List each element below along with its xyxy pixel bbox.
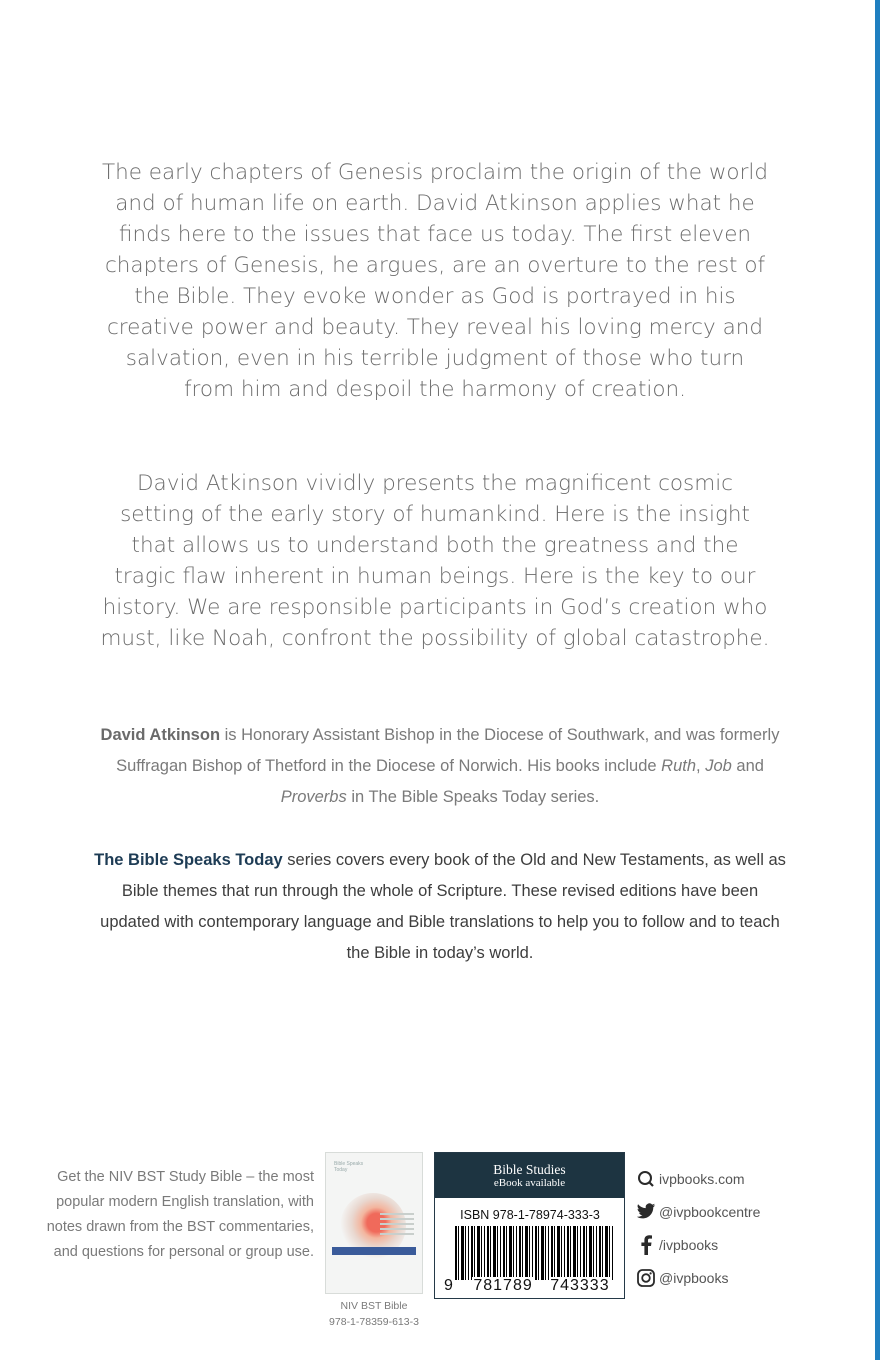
twitter-link[interactable]	[636, 1195, 760, 1228]
book-title-job: Job	[705, 757, 732, 775]
instagram-label: @ivpbooks	[659, 1269, 729, 1286]
barcode	[455, 1226, 615, 1280]
ebook-available-label: eBook available	[493, 1177, 566, 1189]
blurb-paragraph-2: David Atkinson vividly presents the magnificent cosmic setting of the early story of humankind. Here is the insight that allows us to understand both the greatness and the tragic flaw inherent in human beings. Here is the key to our history. We are responsible participants in God’s creation who must, like Noah, confront the possibility of global catastrophe.	[100, 471, 770, 651]
website-link[interactable]	[636, 1162, 760, 1195]
author-bio-sep-1: ,	[696, 757, 706, 775]
publisher-links	[636, 1162, 760, 1294]
blurb-paragraph-1: The early chapters of Genesis proclaim the origin of the world and of human life on earth. David Atkinson applies what he finds here to the issues that face us today. The first eleven chapters of Genesis, he argues, are an overture to the rest of the Bible. They evoke wonder as God is portrayed in his creative power and beauty. They reveal his loving mercy and salvation, even in his terrible judgment of those who turn from him and despoil the harmony of creation.	[101, 160, 769, 402]
thumbnail-cover-band	[332, 1247, 416, 1255]
barcode-digits-left: 781789	[473, 1277, 533, 1294]
study-bible-caption-isbn: 978-1-78359-613-3	[329, 1316, 419, 1328]
barcode-digits	[443, 1277, 621, 1295]
instagram-icon	[636, 1268, 656, 1288]
instagram-link[interactable]	[636, 1261, 760, 1294]
facebook-icon	[636, 1235, 656, 1255]
author-bio-sep-2: and	[731, 757, 764, 775]
isbn-barcode-box	[434, 1152, 625, 1299]
study-bible-cover-thumbnail	[325, 1152, 423, 1294]
series-brand-name: The Bible Speaks Today	[94, 851, 283, 869]
book-title-ruth: Ruth	[661, 757, 697, 775]
book-title-proverbs: Proverbs	[280, 788, 347, 806]
category-label: Bible Studies	[493, 1162, 566, 1177]
author-bio-text-b: in The Bible Speaks Today series.	[346, 788, 600, 806]
study-bible-promo: Get the NIV BST Study Bible – the most popular modern English translation, with notes drawn from the BST commentaries, and questions for personal or group use.	[46, 1169, 314, 1260]
facebook-label: /ivpbooks	[659, 1236, 719, 1253]
thumbnail-cover-lines	[380, 1213, 414, 1238]
twitter-icon	[636, 1202, 656, 1222]
author-name: David Atkinson	[100, 726, 221, 744]
barcode-digit-prefix: 9	[444, 1277, 454, 1294]
study-bible-caption	[318, 1298, 430, 1330]
facebook-link[interactable]	[636, 1228, 760, 1261]
author-bio-text-a: is Honorary Assistant Bishop in the Diocese of Southwark, and was formerly Suffragan Bishop of Thetford in the Diocese of Norwich. His books include	[116, 726, 780, 775]
isbn-number: ISBN 978-1-78974-333-3	[460, 1208, 600, 1222]
thumbnail-cover-title: Bible Speaks Today	[334, 1161, 364, 1173]
cover-edge-strip	[875, 0, 880, 1360]
series-note-text: series covers every book of the Old and New Testaments, as well as Bible themes that run through the whole of Scripture. These revised editions have been updated with contemporary language and Bible translations to help you to follow and to teach the Bible in today’s world.	[100, 851, 786, 962]
search-icon	[636, 1169, 656, 1189]
series-note	[90, 845, 790, 969]
study-bible-caption-title: NIV BST Bible	[340, 1300, 408, 1312]
author-bio	[90, 720, 790, 813]
twitter-label: @ivpbookcentre	[659, 1203, 761, 1220]
category-banner	[435, 1153, 624, 1198]
website-label: ivpbooks.com	[659, 1170, 745, 1187]
barcode-digits-right: 743333	[550, 1277, 610, 1294]
